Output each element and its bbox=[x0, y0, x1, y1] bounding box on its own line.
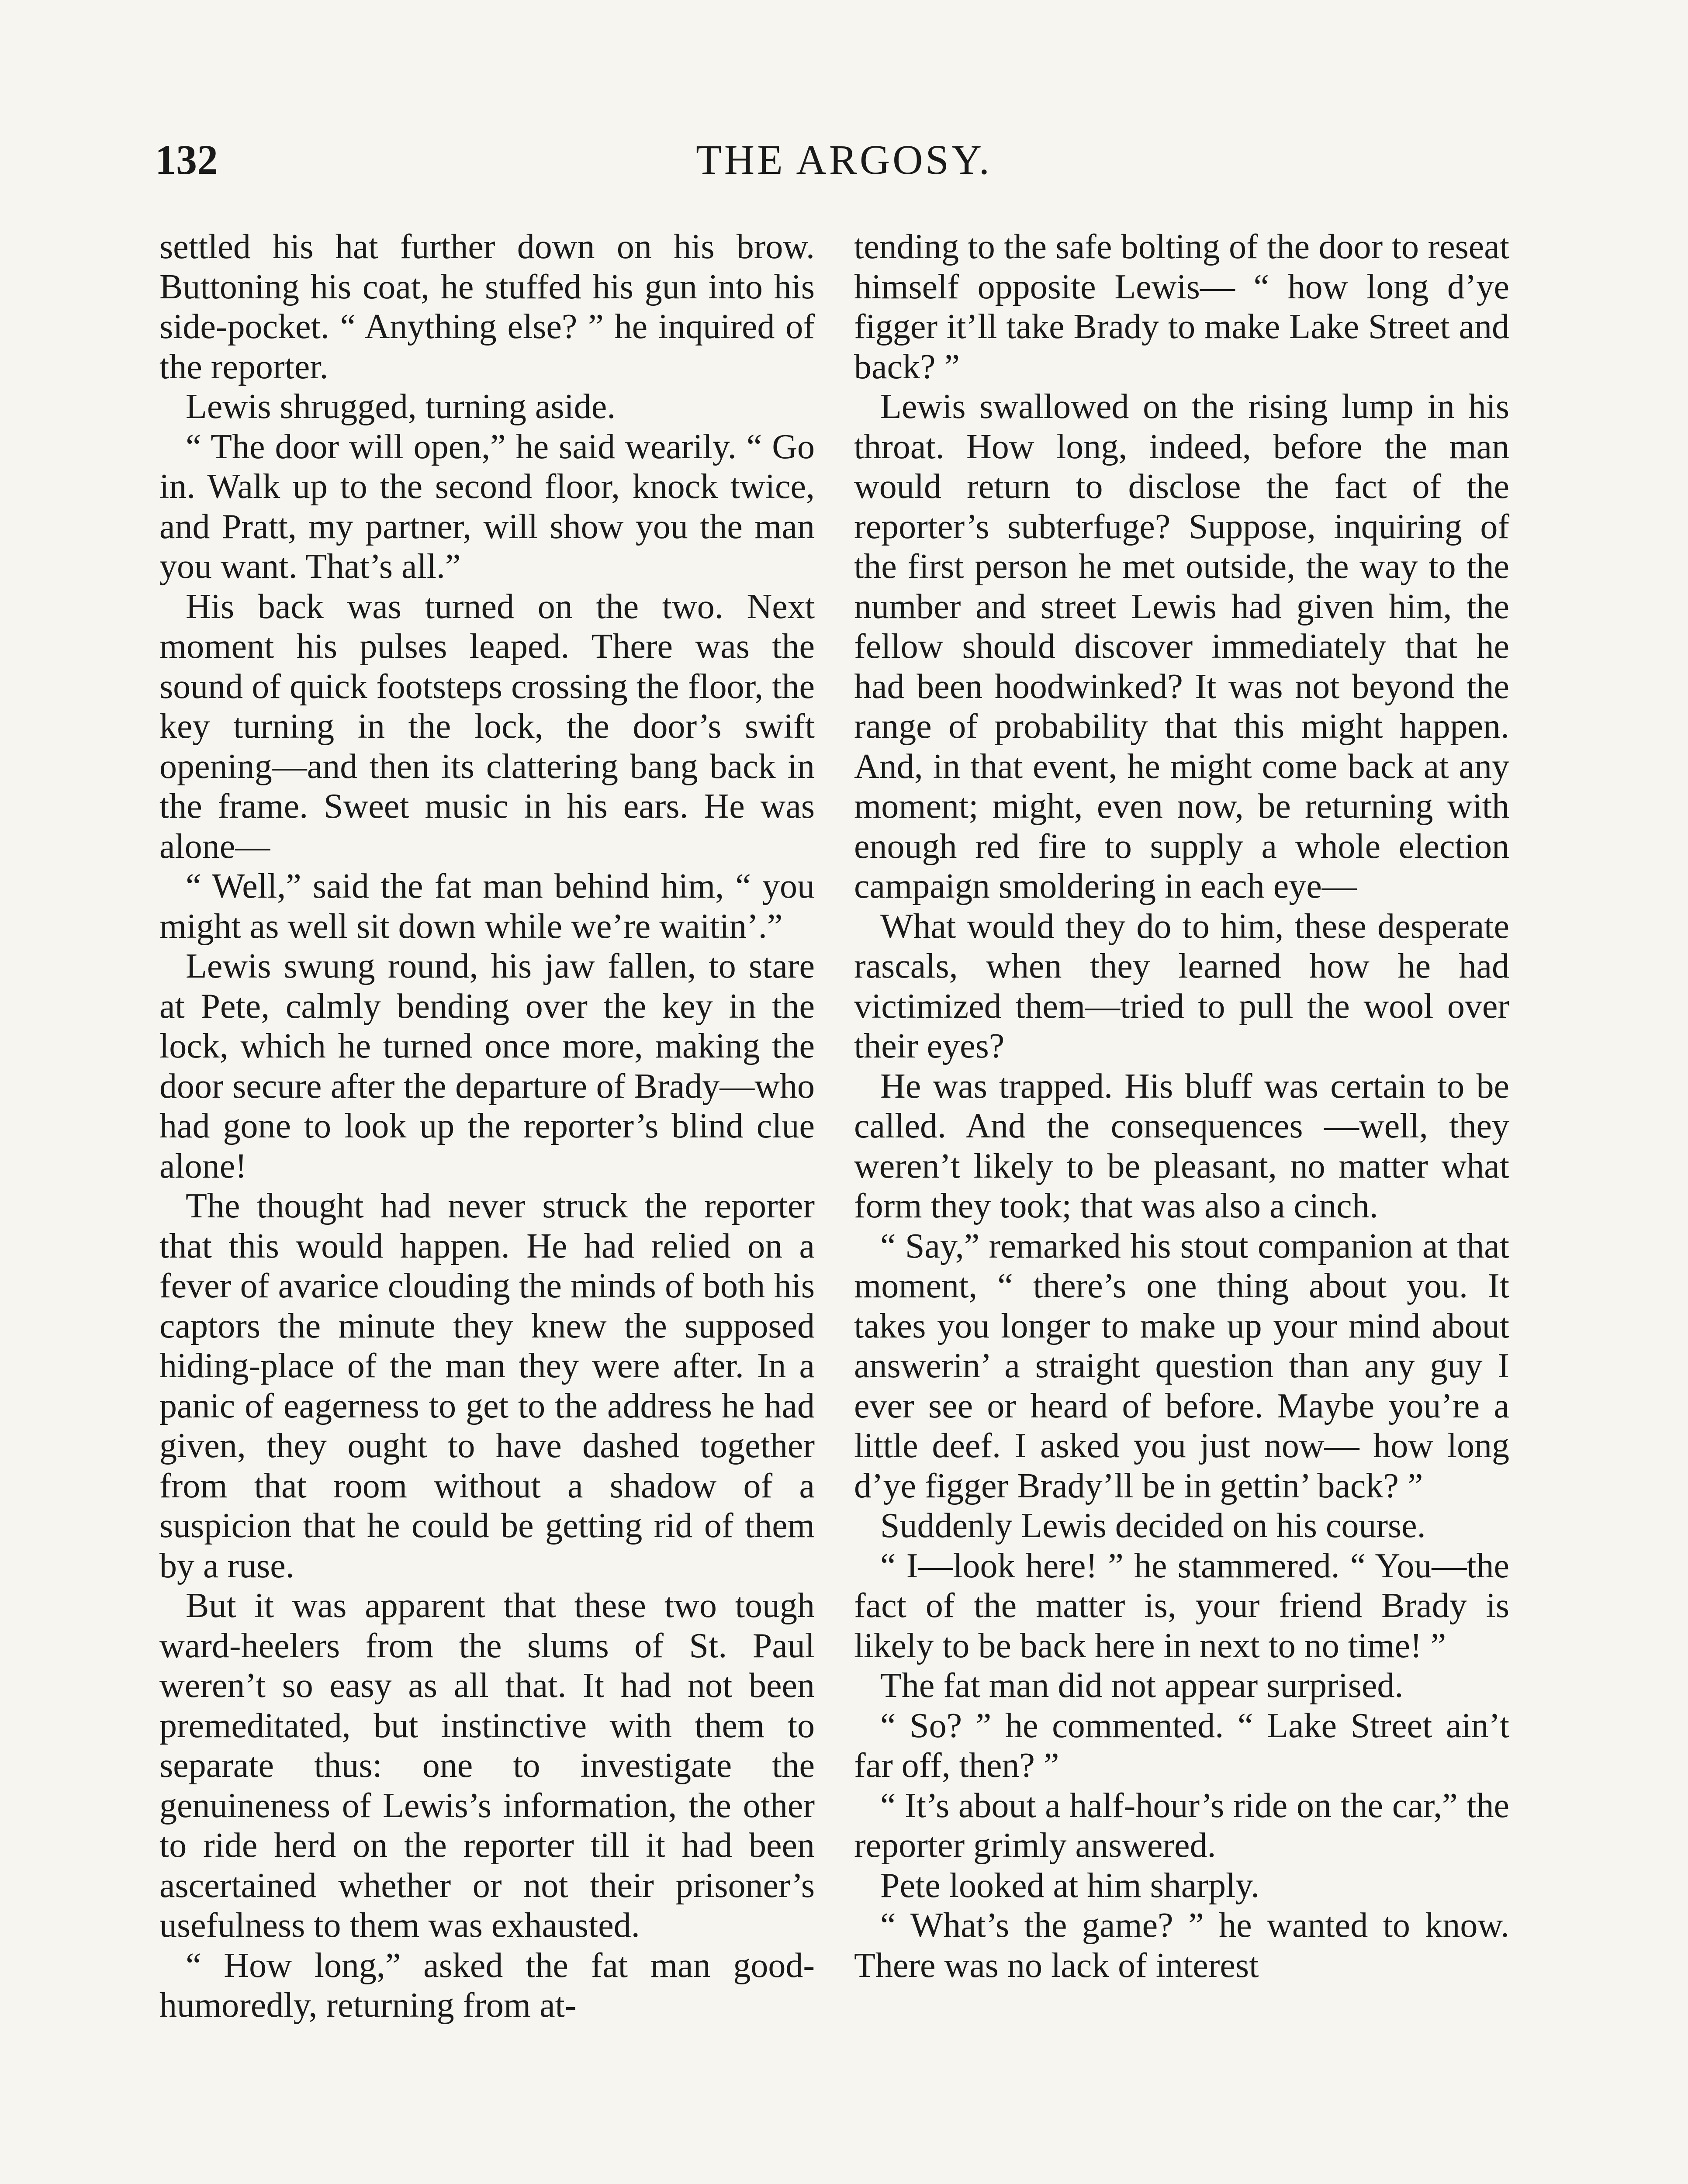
paragraph: “ How long,” asked the fat man good-humoredly, returning from at- bbox=[159, 1946, 815, 2025]
paragraph: “ I—look here! ” he stammered. “ You—the fact of the matter is, your friend Brady is likely to be back here in next to no time! ” bbox=[854, 1546, 1509, 1665]
paragraph: “ Say,” remarked his stout companion at that moment, “ there’s one thing about you. It takes you longer to make up your mind about answerin’ a straight question than any guy I ever see or heard of before. Maybe you’re a little deef. I asked you just now— how long d’ye figger Brady’ll be in gettin’ back? ” bbox=[854, 1227, 1509, 1505]
paragraph: What would they do to him, these desperate rascals, when they learned how he had victimized them—tried to pull the wool over their eyes? bbox=[854, 907, 1509, 1065]
paragraph: Lewis swung round, his jaw fallen, to stare at Pete, calmly bending over the key in the lock, which he turned once more, making the door secure after the departure of Brady—who had gone to look up the reporter’s blind clue alone! bbox=[159, 947, 815, 1185]
paragraph: “ The door will open,” he said wearily. “ Go in. Walk up to the second floor, knock twice, and Pratt, my partner, will show you the man you want. That’s all.” bbox=[159, 427, 815, 586]
paragraph: Pete looked at him sharply. bbox=[880, 1866, 1259, 1905]
paragraph: Lewis swallowed on the rising lump in his throat. How long, indeed, before the man would return to disclose the fact of the reporter’s subterfuge? Suppose, inquiring of the first person he met outside, the way to the number and street Lewis had given him, the fellow should discover immediately that he had been hoodwinked? It was not beyond the range of probability that this might happen. And, in that event, he might come back at any moment; might, even now, be returning with enough red fire to supply a whole election campaign smoldering in each eye— bbox=[854, 387, 1509, 905]
paragraph: Lewis shrugged, turning aside. bbox=[186, 387, 616, 426]
paragraph: The fat man did not appear surprised. bbox=[880, 1666, 1404, 1705]
paragraph: settled his hat further down on his brow. Buttoning his coat, he stuffed his gun into his side-pocket. “ Anything else? ” he inquired of the reporter. bbox=[159, 228, 815, 386]
paragraph: tending to the safe bolting of the door to reseat himself opposite Lewis— “ how long d’ye figger it’ll take Brady to make Lake Street and back? ” bbox=[854, 228, 1509, 386]
right-column bbox=[854, 227, 1509, 1986]
running-title: THE ARGOSY. bbox=[696, 136, 992, 183]
paragraph: He was trapped. His bluff was certain to be called. And the consequences —well, they weren’t likely to be pleasant, no matter what form they took; that was also a cinch. bbox=[854, 1067, 1509, 1225]
left-column bbox=[159, 227, 815, 2026]
paragraph: His back was turned on the two. Next moment his pulses leaped. There was the sound of quick footsteps crossing the floor, the key turning in the lock, the door’s swift opening—and then its clattering bang back in the frame. Sweet music in his ears. He was alone— bbox=[159, 587, 815, 866]
paragraph: “ It’s about a half-hour’s ride on the car,” the reporter grimly answered. bbox=[854, 1786, 1509, 1865]
paragraph: But it was apparent that these two tough ward-heelers from the slums of St. Paul weren’t so easy as all that. It had not been premeditated, but instinctive with them to separate thus: one to investigate the genuineness of Lewis’s information, the other to ride herd on the reporter till it had been ascertained whether or not their prisoner’s usefulness to them was exhausted. bbox=[159, 1586, 815, 1945]
paragraph: “ Well,” said the fat man behind him, “ you might as well sit down while we’re waitin’.” bbox=[159, 867, 815, 946]
page-number: 132 bbox=[155, 136, 218, 183]
paragraph: Suddenly Lewis decided on his course. bbox=[880, 1507, 1426, 1545]
paragraph: “ So? ” he commented. “ Lake Street ain’t far off, then? ” bbox=[854, 1706, 1509, 1785]
paragraph: “ What’s the game? ” he wanted to know. There was no lack of interest bbox=[854, 1906, 1509, 1985]
paragraph: The thought had never struck the reporter that this would happen. He had relied on a fever of avarice clouding the minds of both his captors the minute they knew the supposed hiding-place of the man they were after. In a panic of eagerness to get to the address he had given, they ought to have dashed together from that room without a shadow of a suspicion that he could be getting rid of them by a ruse. bbox=[159, 1187, 815, 1585]
